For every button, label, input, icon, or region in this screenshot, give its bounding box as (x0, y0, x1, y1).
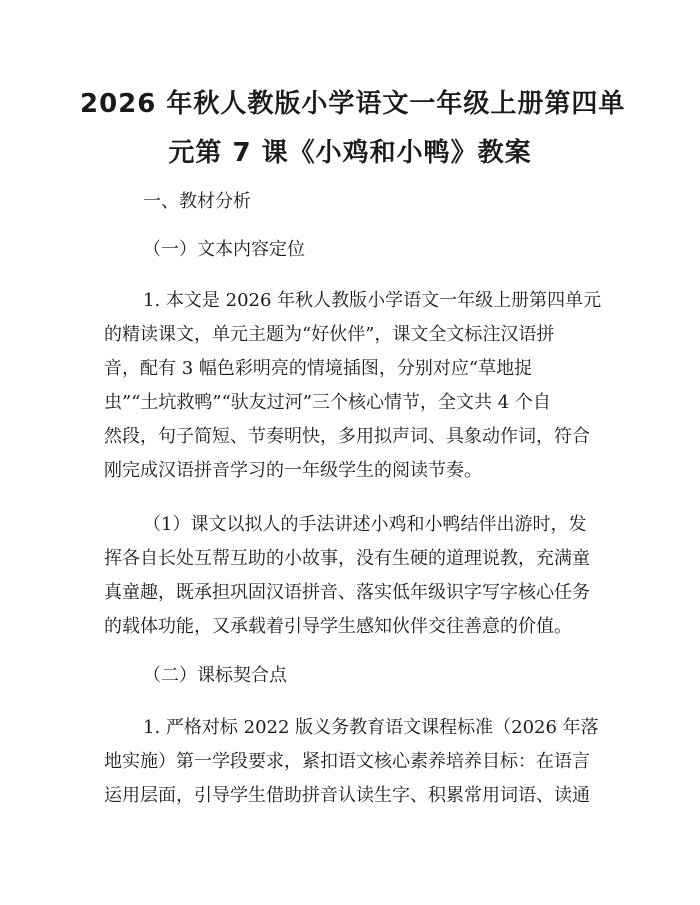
paragraph-1-line: 的精读课文，单元主题为“好伙伴”，课文全文标注汉语拼 (104, 324, 555, 345)
paragraph-1-line: 1. 本文是 2026 年秋人教版小学语文一年级上册第四单元 (143, 290, 602, 311)
subheading-curriculum-alignment: （二）课标契合点 (143, 665, 287, 686)
paragraph-2-line: 的载体功能，又承载着引导学生感知伙伴交往善意的价值。 (104, 616, 572, 637)
paragraph-2-line: （1）课文以拟人的手法讲述小鸡和小鸭结伴出游时，发 (143, 514, 587, 535)
section-heading-textbook-analysis: 一、教材分析 (143, 191, 251, 212)
paragraph-3-line: 运用层面，引导学生借助拼音认读生字、积累常用词语、读通 (104, 785, 590, 806)
paragraph-1-line: 音，配有 3 幅色彩明亮的情境插图，分别对应“草地捉 (104, 358, 533, 379)
document-title-line-2: 元第 7 课《小鸡和小鸭》教案 (168, 138, 532, 168)
paragraph-3-line: 1. 严格对标 2022 版义务教育语文课程标准（2026 年落 (143, 717, 599, 738)
document-title-line-1: 2026 年秋人教版小学语文一年级上册第四单 (80, 89, 626, 119)
paragraph-1-line: 刚完成汉语拼音学习的一年级学生的阅读节奏。 (104, 460, 482, 481)
paragraph-1-line: 然段，句子简短、节奏明快，多用拟声词、具象动作词，符合 (104, 426, 590, 447)
paragraph-2-line: 挥各自长处互帮互助的小故事，没有生硬的道理说教，充满童 (104, 548, 590, 569)
subheading-text-positioning: （一）文本内容定位 (143, 239, 305, 260)
paragraph-3-line: 地实施）第一学段要求，紧扣语文核心素养培养目标：在语言 (104, 751, 590, 772)
paragraph-2-line: 真童趣，既承担巩固汉语拼音、落实低年级识字写字核心任务 (104, 582, 590, 603)
paragraph-1-line: 虫”“土坑救鸭”“驮友过河”三个核心情节，全文共 4 个自 (104, 392, 551, 413)
